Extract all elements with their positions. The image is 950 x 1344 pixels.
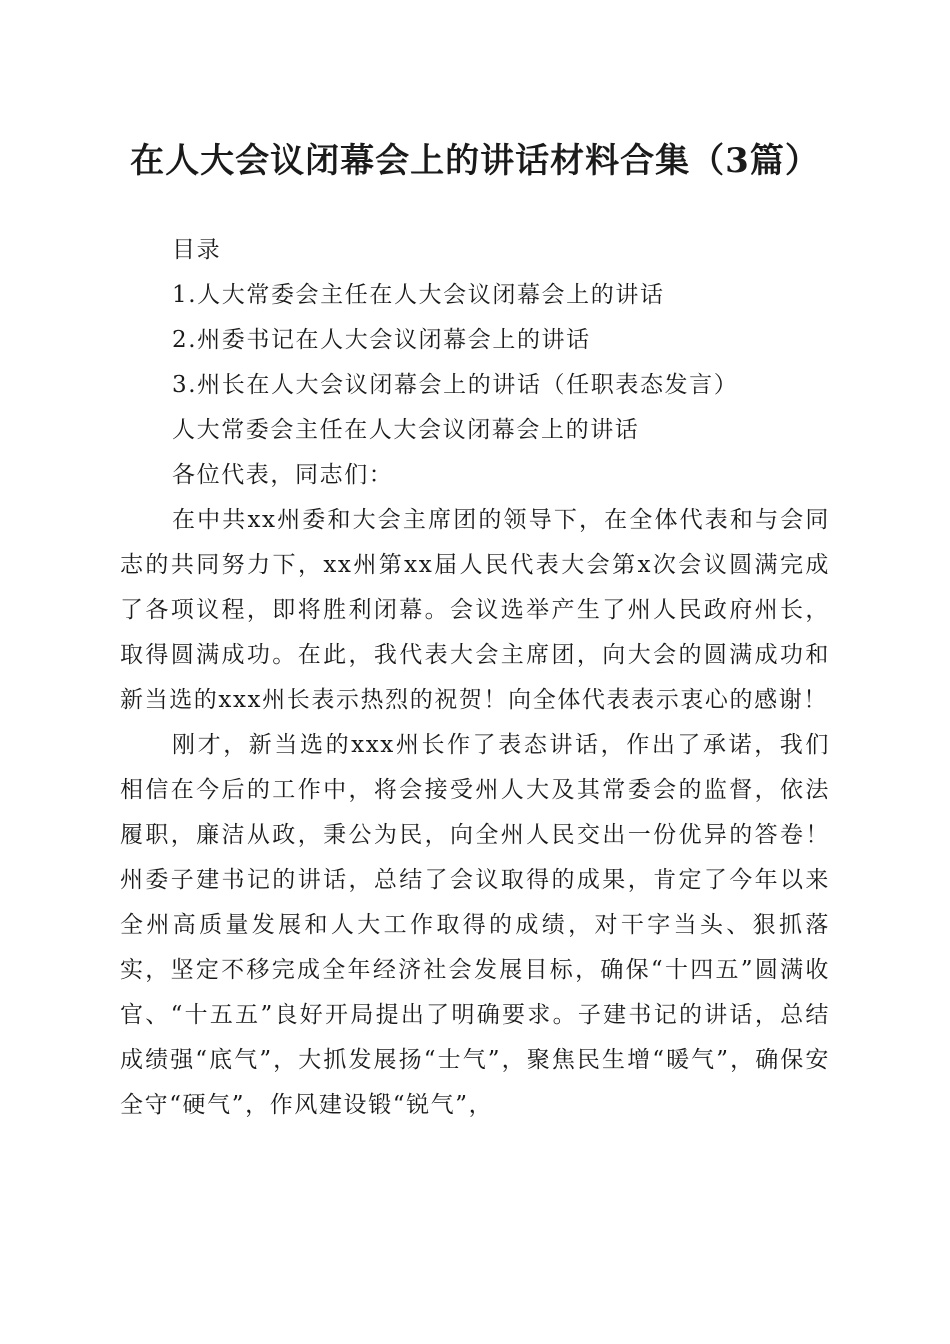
section-title: 人大常委会主任在人大会议闭幕会上的讲话 <box>172 417 640 443</box>
salutation: 各位代表，同志们： <box>172 462 394 488</box>
toc-heading: 目录 <box>172 237 222 263</box>
toc-item: 2.州委书记在人大会议闭幕会上的讲话 <box>172 327 591 353</box>
body-paragraph: 刚才，新当选的xxx州长作了表态讲话，作出了承诺，我们相信在今后的工作中，将会接受州人大及其常委会的监督，依法履职，廉洁从政，秉公为民，向全州人民交出一份优异的答卷！州委子建书记的讲话，总结了会议取得的成果，肯定了今年以来全州高质量发展和人大工作取得的成绩，对干字当头、狠抓落实，坚定不移完成全年经济社会发展目标，确保“十四五”圆满收官、“十五五”良好开局提出了明确要求。子建书记的讲话，总结成绩强“底气”，大抓发展扬“士气”，聚焦民生增“暖气”，确保安全守“硬气”，作风建设锻“锐气”， <box>120 732 830 1118</box>
body-paragraph: 在中共xx州委和大会主席团的领导下，在全体代表和与会同志的共同努力下，xx州第xx届人民代表大会第x次会议圆满完成了各项议程，即将胜利闭幕。会议选举产生了州人民政府州长，取得圆满成功。在此，我代表大会主席团，向大会的圆满成功和新当选的xxx州长表示热烈的祝贺！向全体代表表示衷心的感谢！ <box>120 507 830 713</box>
toc-item: 3.州长在人大会议闭幕会上的讲话（任职表态发言） <box>172 372 739 398</box>
toc-item: 1.人大常委会主任在人大会议闭幕会上的讲话 <box>172 282 665 308</box>
document-title: 在人大会议闭幕会上的讲话材料合集（3篇） <box>130 141 820 181</box>
document-body <box>120 228 830 1128</box>
